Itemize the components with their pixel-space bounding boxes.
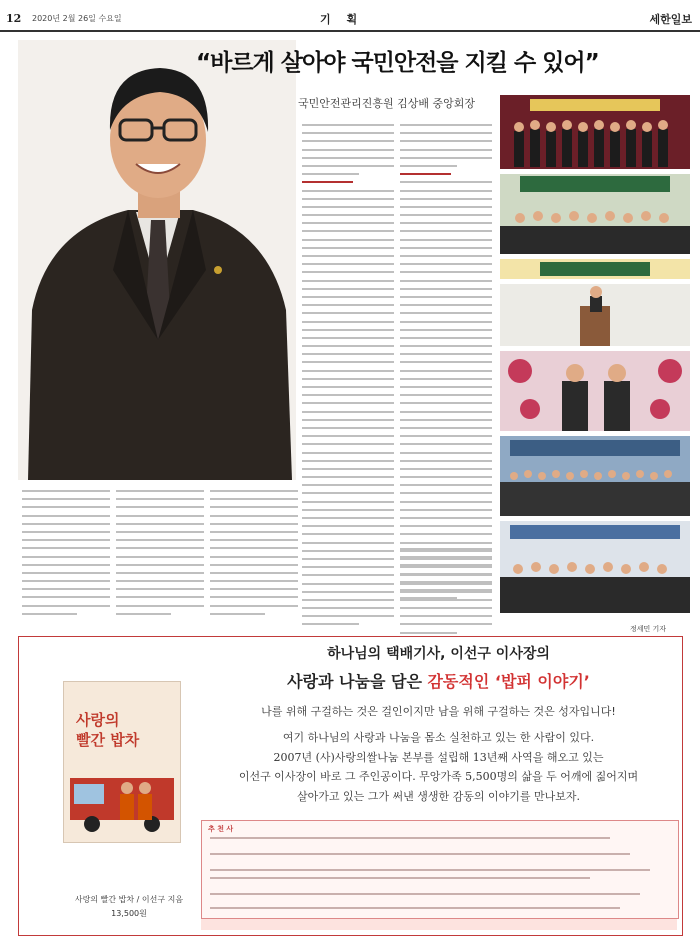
ad-body-line: 2007년 (사)사랑의쌀나눔 본부를 설립해 13년째 사역을 해오고 있는 — [273, 750, 604, 764]
issue-date: 2020년 2월 26일 수요일 — [32, 14, 122, 23]
ad-footer-bar — [201, 919, 677, 930]
recommendation-box — [201, 820, 679, 919]
photo-group-building — [500, 436, 690, 516]
page-number: 12 — [6, 12, 22, 25]
photo-group-outdoor — [500, 174, 690, 254]
ad-title-line1: 하나님의 택배기사, 이선구 이사장의 — [327, 646, 550, 662]
newspaper-name: 세한일보 — [649, 13, 692, 26]
ad-tagline: 나를 위해 구걸하는 것은 걸인이지만 남을 위해 구걸하는 것은 성자입니다! — [261, 705, 616, 718]
photo-column — [500, 95, 690, 618]
book-title-line2: 빨간 밥차 — [76, 731, 140, 749]
photo-two-men — [500, 351, 690, 431]
ad-title-highlight: 감동적인 ‘밥퍼 이야기’ — [427, 672, 590, 691]
ad-title-pre: 사랑과 나눔을 담은 — [287, 672, 428, 691]
ad-body — [206, 728, 671, 806]
recommendation-text-line — [210, 837, 610, 839]
article-column-3 — [400, 548, 492, 605]
recommendation-text-line — [210, 893, 640, 895]
photo-ceremony — [500, 95, 690, 169]
page-header — [0, 0, 700, 34]
book-cover-illustration — [64, 682, 180, 842]
headline: “바르게 살아야 국민안전을 지킬 수 있어” — [196, 50, 599, 76]
ad-title-line2 — [206, 669, 671, 692]
photo-speech — [500, 284, 690, 346]
book-advertisement — [18, 636, 683, 936]
article-column-bottom-3 — [210, 490, 298, 621]
recommendation-text-line — [210, 869, 650, 871]
subheadline: 국민안전관리진흥원 김상배 중앙회장 — [298, 97, 476, 110]
photo-group-indoor — [500, 521, 690, 613]
recommendation-title: 추 천 사 — [208, 825, 234, 833]
byline: 정세민 기자 — [630, 625, 667, 633]
recommendation-text-line — [210, 907, 620, 909]
ad-body-line: 살아가고 있는 그가 써낸 생생한 감동의 이야기를 만나보자. — [297, 789, 580, 803]
article-column-1 — [302, 124, 394, 632]
portrait-photo — [18, 40, 296, 480]
book-title-line1: 사랑의 — [76, 711, 120, 729]
recommendation-text-line — [210, 853, 630, 855]
article-column-bottom-2 — [116, 490, 204, 621]
article-column-bottom-1 — [22, 490, 110, 621]
ad-body-line: 이선구 이사장이 바로 그 주인공이다. 무앙가족 5,500명의 삶을 두 어깨에 짊어지며 — [238, 770, 639, 783]
recommendation-text-line — [210, 877, 590, 879]
book-caption-price: 13,500원 — [111, 909, 147, 918]
ad-body-line: 여기 하나님의 사랑과 나눔을 몸소 실천하고 있는 한 사람이 있다. — [282, 731, 595, 744]
header-rule — [0, 30, 700, 32]
section-name: 기 획 — [320, 13, 364, 26]
photo-banner-event — [500, 259, 690, 279]
book-caption-title: 사랑의 빨간 밥차 / 이선구 지음 — [74, 895, 184, 904]
book-cover — [63, 681, 181, 843]
